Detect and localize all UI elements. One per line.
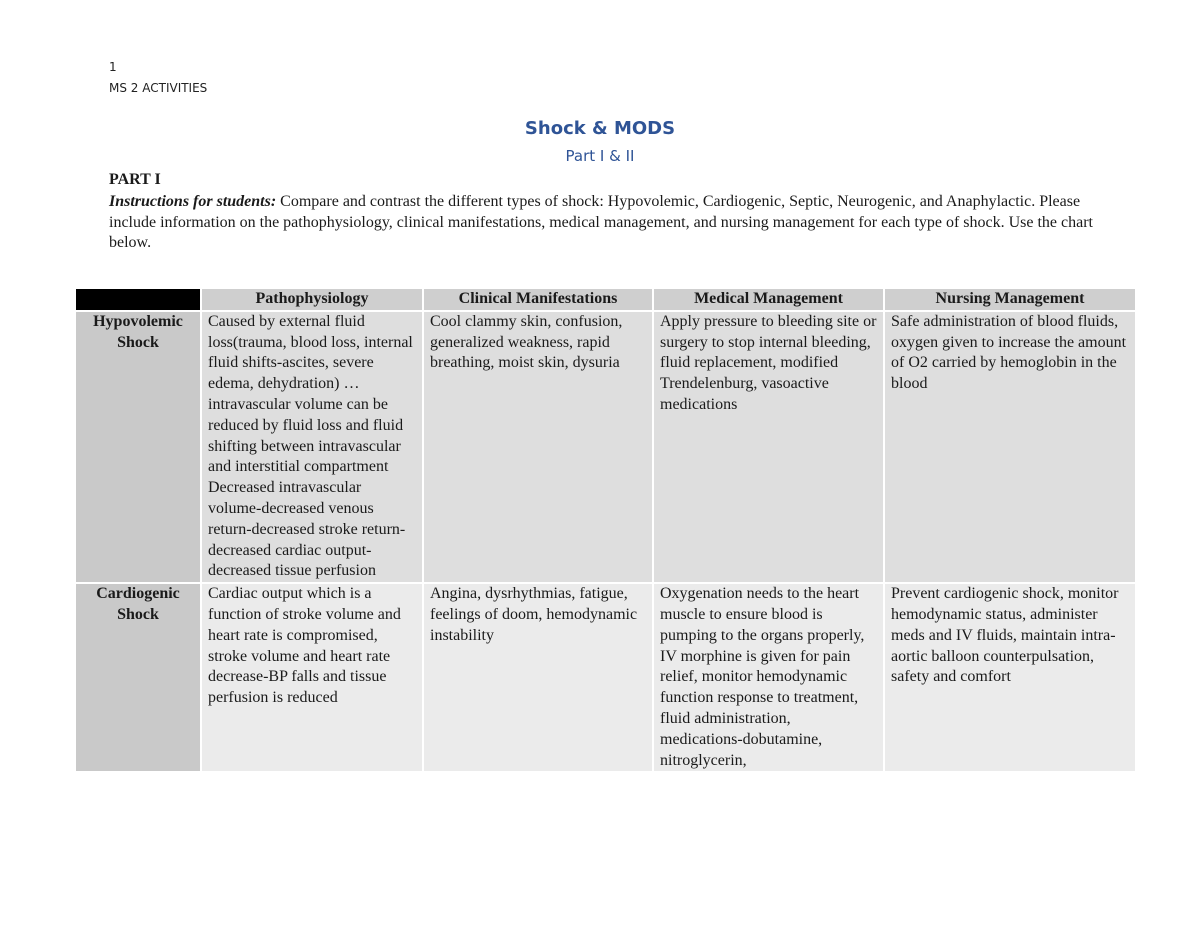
table-header-row: [76, 289, 1135, 310]
cell-pathophysiology: Caused by external fluid loss(trauma, blood loss, internal fluid shifts-ascites, severe edema, dehydration) …intravascular volume can be reduced by fluid loss and fluid shifting between intravascular and interstitial compartment Decreased intravascular volume-decreased venous return-decreased stroke return-decreased cardiac output-decreased tissue perfusion: [202, 312, 422, 582]
table-row-hypovolemic: [76, 312, 1135, 582]
header-pathophysiology: Pathophysiology: [202, 289, 422, 310]
instructions-body: Compare and contrast the different types of shock: Hypovolemic, Cardiogenic, Septic, Neurogenic, and Anaphylactic. Please include information on the pathophysiology, clinical manifestations, medical management, and nursing management for each type of shock. Use the chart below.: [109, 193, 1093, 252]
cell-nursing-management: Prevent cardiogenic shock, monitor hemodynamic status, administer meds and IV fluids, maintain intra-aortic balloon counterpulsation, safety and comfort: [885, 584, 1135, 771]
document-subtitle: Part I & II: [565, 147, 635, 165]
document-label: MS 2 ACTIVITIES: [109, 81, 208, 95]
table-row-cardiogenic: [76, 584, 1135, 771]
running-header: [109, 57, 207, 99]
header-nursing-management: Nursing Management: [885, 289, 1135, 310]
header-medical-management: Medical Management: [654, 289, 883, 310]
cell-medical-management: Oxygenation needs to the heart muscle to ensure blood is pumping to the organs properly, IV morphine is given for pain relief, monitor hemodynamic function response to treatment, fluid administration, medications-dobutamine, nitroglycerin,: [654, 584, 883, 771]
row-label: Hypovolemic Shock: [76, 312, 200, 582]
row-label: Cardiogenic Shock: [76, 584, 200, 771]
instructions-paragraph: [109, 192, 1099, 254]
shock-comparison-table: [74, 287, 1137, 773]
cell-clinical-manifestations: Angina, dysrhythmias, fatigue, feelings of doom, hemodynamic instability: [424, 584, 652, 771]
header-blank-cell: [76, 289, 200, 310]
instructions-lead: Instructions for students:: [109, 193, 277, 210]
part-label: PART I: [109, 171, 161, 188]
cell-medical-management: Apply pressure to bleeding site or surgery to stop internal bleeding, fluid replacement, modified Trendelenburg, vasoactive medications: [654, 312, 883, 582]
page-number: 1: [109, 60, 117, 74]
cell-nursing-management: Safe administration of blood fluids, oxygen given to increase the amount of O2 carried by hemoglobin in the blood: [885, 312, 1135, 582]
header-clinical-manifestations: Clinical Manifestations: [424, 289, 652, 310]
cell-pathophysiology: Cardiac output which is a function of stroke volume and heart rate is compromised, stroke volume and heart rate decrease-BP falls and tissue perfusion is reduced: [202, 584, 422, 771]
cell-clinical-manifestations: Cool clammy skin, confusion, generalized weakness, rapid breathing, moist skin, dysuria: [424, 312, 652, 582]
document-title: Shock & MODS: [524, 118, 676, 139]
